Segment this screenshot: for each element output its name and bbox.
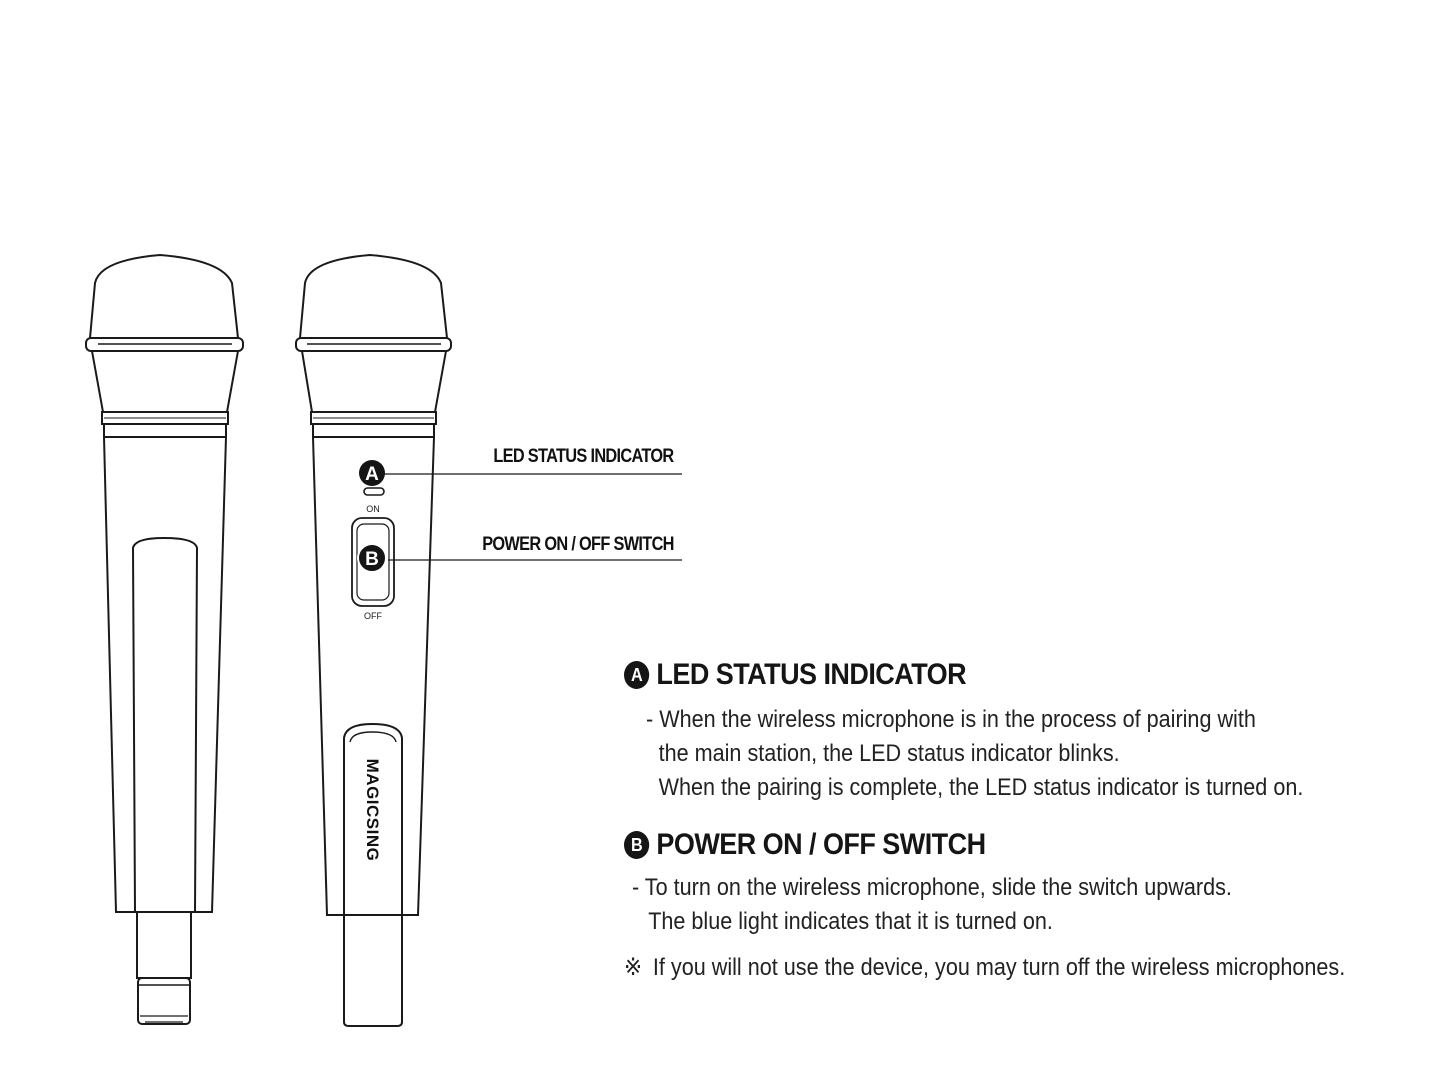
- note-text: If you will not use the device, you may turn off the wireless microphones.: [652, 954, 1346, 981]
- section-description: [632, 871, 1345, 939]
- description-line: - When the wireless microphone is in the process of pairing with: [646, 706, 1256, 733]
- badge-a-icon: A: [624, 661, 649, 689]
- section-title-text: POWER ON / OFF SWITCH: [656, 828, 986, 861]
- description-line: - To turn on the wireless microphone, slide the switch upwards.: [632, 874, 1232, 901]
- section-description: [646, 703, 1346, 805]
- callout-led-status-indicator: LED STATUS INDICATOR: [493, 446, 674, 467]
- instructions-panel: [624, 655, 1424, 985]
- usage-note: [624, 951, 1344, 985]
- section-led-status: [624, 655, 1424, 805]
- brand-label: MAGICSING: [363, 758, 382, 862]
- section-title: [624, 825, 1344, 865]
- led-status-indicator: [364, 488, 384, 495]
- badge-b-icon: B: [624, 831, 649, 859]
- microphone-front-view: [296, 255, 451, 1026]
- section-title-text: LED STATUS INDICATOR: [656, 658, 967, 691]
- description-line: The blue light indicates that it is turned on.: [648, 908, 1053, 935]
- callout-power-switch: POWER ON / OFF SWITCH: [482, 534, 674, 555]
- switch-on-label: ON: [366, 504, 380, 514]
- marker-b-letter: B: [365, 549, 379, 570]
- section-title: [624, 655, 1344, 695]
- marker-a-letter: A: [365, 464, 379, 485]
- switch-off-label: OFF: [364, 611, 382, 621]
- reference-mark-icon: ※: [624, 954, 643, 981]
- microphone-back-view: [86, 255, 243, 1024]
- description-line: When the pairing is complete, the LED status indicator is turned on.: [658, 774, 1304, 801]
- description-line: the main station, the LED status indicator blinks.: [658, 740, 1120, 767]
- section-power-switch: [624, 825, 1424, 939]
